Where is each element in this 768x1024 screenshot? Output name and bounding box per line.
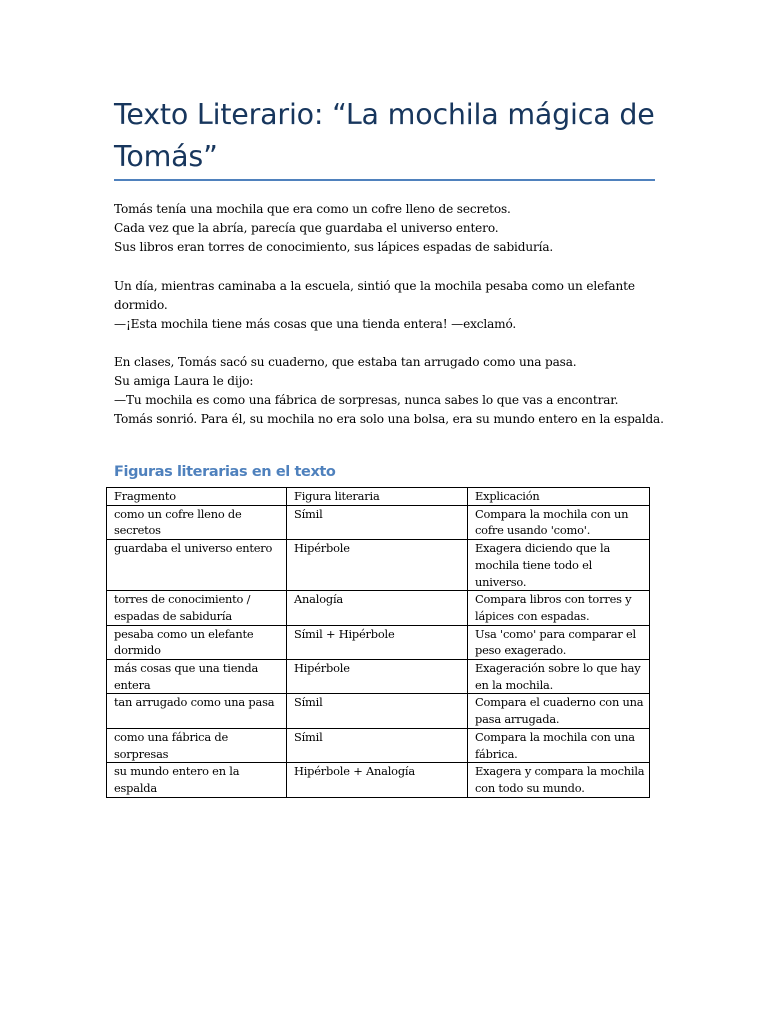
cell-explanation: Compara el cuaderno con una pasa arrugada.	[468, 694, 650, 728]
table-row	[107, 625, 650, 659]
cell-figure: Hipérbole + Analogía	[287, 763, 468, 797]
cell-explanation: Compara la mochila con un cofre usando 'como'.	[468, 505, 650, 539]
table-row	[107, 660, 650, 694]
literary-figures-table	[106, 487, 650, 798]
cell-fragment: como una fábrica de sorpresas	[107, 728, 287, 762]
cell-explanation: Usa 'como' para comparar el peso exagerado.	[468, 625, 650, 659]
cell-fragment: su mundo entero en la espalda	[107, 763, 287, 797]
paragraph-line: Tomás sonrió. Para él, su mochila no era solo una bolsa, era su mundo entero en la espalda.	[114, 412, 664, 426]
document-title: Texto Literario: “La mochila mágica de Tomás”	[114, 98, 655, 173]
title-underline	[114, 179, 655, 181]
table-row	[107, 763, 650, 797]
paragraph-line: En clases, Tomás sacó su cuaderno, que estaba tan arrugado como una pasa.	[114, 355, 577, 369]
cell-fragment: como un cofre lleno de secretos	[107, 505, 287, 539]
table-row	[107, 694, 650, 728]
paragraph-2	[114, 277, 674, 334]
paragraph-line: dormido.	[114, 298, 168, 312]
cell-figure: Hipérbole	[287, 660, 468, 694]
paragraph-line: Sus libros eran torres de conocimiento, sus lápices espadas de sabiduría.	[114, 240, 554, 254]
paragraph-line: —¡Esta mochila tiene más cosas que una tienda entera! —exclamó.	[114, 317, 517, 331]
cell-figure: Símil	[287, 694, 468, 728]
table-header-row	[107, 488, 650, 506]
cell-figure: Analogía	[287, 591, 468, 625]
cell-figure: Símil	[287, 728, 468, 762]
cell-explanation: Exagera y compara la mochila con todo su mundo.	[468, 763, 650, 797]
cell-figure: Símil	[287, 505, 468, 539]
cell-explanation: Exagera diciendo que la mochila tiene todo el universo.	[468, 540, 650, 591]
table-row	[107, 540, 650, 591]
paragraph-1	[114, 200, 674, 257]
column-header-explanation: Explicación	[468, 488, 650, 506]
table-row	[107, 591, 650, 625]
column-header-figure: Figura literaria	[287, 488, 468, 506]
cell-fragment: pesaba como un elefante dormido	[107, 625, 287, 659]
paragraph-line: Un día, mientras caminaba a la escuela, sintió que la mochila pesaba como un elefante	[114, 279, 635, 293]
section-heading: Figuras literarias en el texto	[114, 464, 336, 480]
paragraph-line: —Tu mochila es como una fábrica de sorpresas, nunca sabes lo que vas a encontrar.	[114, 393, 619, 407]
cell-explanation: Compara libros con torres y lápices con espadas.	[468, 591, 650, 625]
cell-fragment: tan arrugado como una pasa	[107, 694, 287, 728]
cell-fragment: torres de conocimiento / espadas de sabiduría	[107, 591, 287, 625]
paragraph-line: Cada vez que la abría, parecía que guardaba el universo entero.	[114, 221, 499, 235]
cell-explanation: Compara la mochila con una fábrica.	[468, 728, 650, 762]
cell-fragment: más cosas que una tienda entera	[107, 660, 287, 694]
paragraph-3	[114, 353, 674, 429]
table-row	[107, 728, 650, 762]
cell-figure: Símil + Hipérbole	[287, 625, 468, 659]
paragraph-line: Tomás tenía una mochila que era como un cofre lleno de secretos.	[114, 202, 511, 216]
cell-explanation: Exageración sobre lo que hay en la mochila.	[468, 660, 650, 694]
column-header-fragment: Fragmento	[107, 488, 287, 506]
table-row	[107, 505, 650, 539]
paragraph-line: Su amiga Laura le dijo:	[114, 374, 254, 388]
cell-figure: Hipérbole	[287, 540, 468, 591]
cell-fragment: guardaba el universo entero	[107, 540, 287, 591]
